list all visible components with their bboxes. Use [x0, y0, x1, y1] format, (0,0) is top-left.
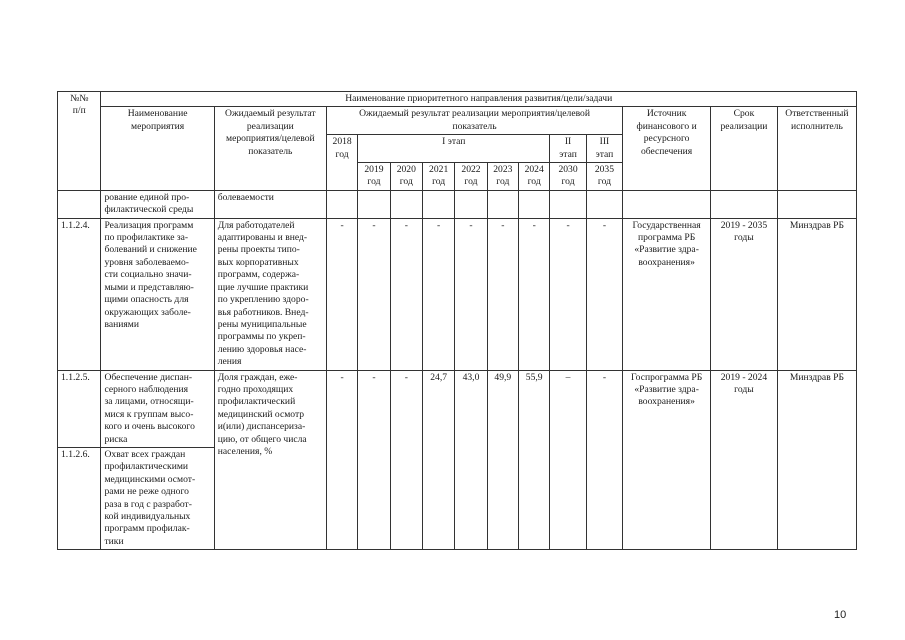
value-cell: - [586, 218, 622, 370]
value-cell: - [390, 218, 422, 370]
value-cell: 49,9 [487, 370, 518, 550]
header-responsible: Ответственный исполнитель [777, 107, 856, 190]
page-number: 10 [834, 609, 847, 621]
term-cell: 2019 - 2035 годы [711, 218, 778, 370]
header-row-2 [58, 107, 857, 135]
value-cell: 24,7 [422, 370, 454, 550]
header-stage-1: I этап [358, 135, 550, 163]
event-name: рование единой про- филактической среды [101, 190, 214, 218]
header-row-1 [58, 92, 857, 107]
header-stage-3: III этап [586, 135, 622, 163]
header-year: 2030 год [550, 163, 586, 191]
header-year: 2035 год [586, 163, 622, 191]
row-number: 1.1.2.6. [58, 447, 101, 549]
value-cell: 55,9 [519, 370, 550, 550]
responsible-cell: Минздрав РБ [777, 370, 856, 550]
header-expected-values: Ожидаемый результат реализации мероприятия/целевой показатель [326, 107, 622, 135]
value-cell: - [487, 218, 518, 370]
event-result: Доля граждан, еже- годно проходящих профилактический медицинский осмотр и(или) диспансериза- цию, от общего числа населения, % [214, 370, 326, 550]
header-year: 2024 год [519, 163, 550, 191]
event-result: Для работодателей адаптированы и внед- рены проекты типо- вых корпоративных программ, содержа- щие лучшие практики по укреплению здоро- вья работников. Внед- рены муниципальные программы по укреп- лению здоровья насе- ления [214, 218, 326, 370]
event-result: болеваемости [214, 190, 326, 218]
header-year: 2021 год [422, 163, 454, 191]
header-year: 2019 год [358, 163, 390, 191]
source-cell: Государственная программа РБ «Развитие здра- воохранения» [623, 218, 711, 370]
header-stage-2: II этап [550, 135, 586, 163]
table-row [58, 190, 857, 218]
event-name: Обеспечение диспан- серного наблюдения за лицами, относящи- мися к группам высо- кого и очень высокого риска [101, 370, 214, 447]
value-cell: - [390, 370, 422, 550]
value-cell: - [326, 370, 357, 550]
term-cell: 2019 - 2024 годы [711, 370, 778, 550]
header-year: 2020 год [390, 163, 422, 191]
source-cell: Госпрограмма РБ «Развитие здра- воохранения» [623, 370, 711, 550]
value-cell: – [550, 370, 586, 550]
table-row [58, 218, 857, 370]
value-cell: - [326, 218, 357, 370]
value-cell: - [455, 218, 487, 370]
header-direction: Наименование приоритетного направления развития/цели/задачи [101, 92, 857, 107]
value-cell: - [550, 218, 586, 370]
value-cell: - [358, 218, 390, 370]
responsible-cell: Минздрав РБ [777, 218, 856, 370]
value-cell: - [358, 370, 390, 550]
header-expected-result: Ожидаемый результат реализации мероприятия/целевой показатель [214, 107, 326, 190]
event-name: Охват всех граждан профилактическими медицинскими осмот- рами не реже одного раза в год с разработ- кой индивидуальных программ профилак- тики [101, 447, 214, 549]
header-term: Срок реализации [711, 107, 778, 190]
table-row [58, 370, 857, 447]
header-num: №№ п/п [58, 92, 101, 191]
value-cell: - [586, 370, 622, 550]
row-number: 1.1.2.4. [58, 218, 101, 370]
value-cell: - [519, 218, 550, 370]
header-event-name: Наименование мероприятия [101, 107, 214, 190]
header-source: Источник финансового и ресурсного обеспечения [623, 107, 711, 190]
header-year: 2023 год [487, 163, 518, 191]
value-cell: - [422, 218, 454, 370]
header-year-2018: 2018 год [326, 135, 357, 191]
measures-table [57, 91, 857, 550]
value-cell: 43,0 [455, 370, 487, 550]
row-number: 1.1.2.5. [58, 370, 101, 447]
event-name: Реализация программ по профилактике за- болеваний и снижение уровня заболеваемо- сти социально значи- мыми и представляю- щими опасность для окружающих заболе- ваниями [101, 218, 214, 370]
header-year: 2022 год [455, 163, 487, 191]
